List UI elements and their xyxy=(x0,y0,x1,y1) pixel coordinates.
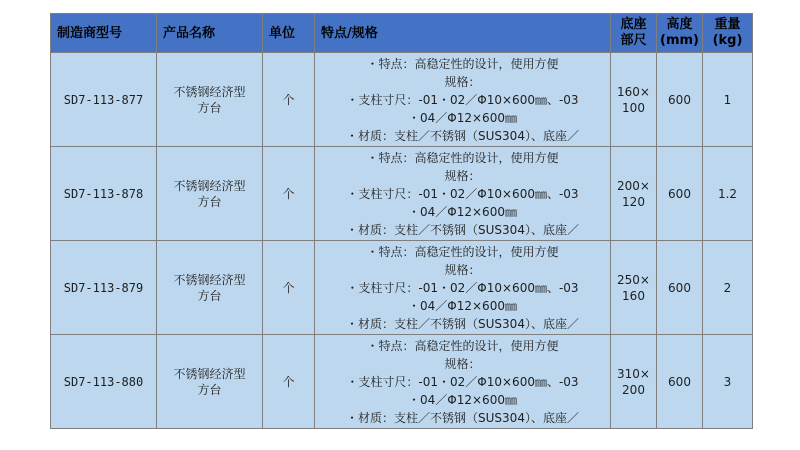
spec-line: ・支柱寸尺：-01・02／Φ10×600㎜、-03 xyxy=(346,374,579,389)
weight-cell: 3 xyxy=(703,335,753,429)
header-base xyxy=(611,14,657,53)
base-size-line2: 100 xyxy=(622,100,645,115)
spec-line: ・支柱寸尺：-01・02／Φ10×600㎜、-03 xyxy=(346,186,579,201)
product-name-line1: 不锈钢经济型 xyxy=(173,366,246,381)
unit-cell: 个 xyxy=(263,335,315,429)
unit-cell: 个 xyxy=(263,53,315,147)
spec-line: ・材质：支柱／不锈钢（SUS304）、底座／ xyxy=(346,316,579,331)
product-name-cell xyxy=(157,241,263,335)
spec-line: ・04／Φ12×600㎜ xyxy=(408,392,517,407)
spec-cell xyxy=(315,53,611,147)
base-size-line2: 200 xyxy=(622,382,645,397)
product-name-line2: 方台 xyxy=(197,382,222,397)
spec-line: ・04／Φ12×600㎜ xyxy=(408,298,517,313)
base-size-cell xyxy=(611,335,657,429)
spec-line: ・04／Φ12×600㎜ xyxy=(408,204,517,219)
base-size-line2: 120 xyxy=(622,194,645,209)
product-name-cell xyxy=(157,147,263,241)
table-row xyxy=(51,335,753,429)
height-cell: 600 xyxy=(657,241,703,335)
product-spec-table xyxy=(50,13,753,429)
header-model: 制造商型号 xyxy=(51,14,157,53)
header-height-line2: (mm) xyxy=(660,33,699,48)
spec-line: ・特点：高稳定性的设计，使用方便 xyxy=(366,244,559,259)
header-height-line1: 高度 xyxy=(666,17,693,32)
spec-line: 规格： xyxy=(444,356,481,371)
header-weight xyxy=(703,14,753,53)
base-size-line2: 160 xyxy=(622,288,645,303)
spec-line: ・材质：支柱／不锈钢（SUS304）、底座／ xyxy=(346,410,579,425)
spec-line: ・支柱寸尺：-01・02／Φ10×600㎜、-03 xyxy=(346,92,579,107)
product-name-cell xyxy=(157,53,263,147)
header-row xyxy=(51,14,753,53)
model-cell: SD7-113-880 xyxy=(51,335,157,429)
base-size-line1: 310× xyxy=(617,366,650,381)
height-cell: 600 xyxy=(657,53,703,147)
header-name: 产品名称 xyxy=(157,14,263,53)
spec-line: ・材质：支柱／不锈钢（SUS304）、底座／ xyxy=(346,222,579,237)
product-name-line2: 方台 xyxy=(197,100,222,115)
height-cell: 600 xyxy=(657,147,703,241)
unit-cell: 个 xyxy=(263,147,315,241)
product-name-line1: 不锈钢经济型 xyxy=(173,272,246,287)
spec-line: 规格： xyxy=(444,262,481,277)
header-height xyxy=(657,14,703,53)
model-cell: SD7-113-879 xyxy=(51,241,157,335)
unit-cell: 个 xyxy=(263,241,315,335)
table-row xyxy=(51,53,753,147)
spec-line: ・支柱寸尺：-01・02／Φ10×600㎜、-03 xyxy=(346,280,579,295)
base-size-cell xyxy=(611,53,657,147)
base-size-cell xyxy=(611,147,657,241)
header-weight-line2: (kg) xyxy=(712,33,743,48)
spec-line: ・04／Φ12×600㎜ xyxy=(408,110,517,125)
spec-line: 规格： xyxy=(444,168,481,183)
header-weight-line1: 重量 xyxy=(714,17,741,32)
height-cell: 600 xyxy=(657,335,703,429)
header-unit: 单位 xyxy=(263,14,315,53)
product-name-line1: 不锈钢经济型 xyxy=(173,178,246,193)
weight-cell: 1.2 xyxy=(703,147,753,241)
header-features: 特点/规格 xyxy=(315,14,611,53)
spec-cell xyxy=(315,241,611,335)
header-base-line1: 底座 xyxy=(620,17,647,32)
spec-line: 规格： xyxy=(444,74,481,89)
spec-cell xyxy=(315,335,611,429)
product-name-cell xyxy=(157,335,263,429)
weight-cell: 2 xyxy=(703,241,753,335)
spec-line: ・特点：高稳定性的设计，使用方便 xyxy=(366,338,559,353)
spec-line: ・材质：支柱／不锈钢（SUS304）、底座／ xyxy=(346,128,579,143)
weight-cell: 1 xyxy=(703,53,753,147)
product-name-line1: 不锈钢经济型 xyxy=(173,84,246,99)
spec-cell xyxy=(315,147,611,241)
table-row xyxy=(51,147,753,241)
base-size-line1: 250× xyxy=(617,272,650,287)
base-size-line1: 200× xyxy=(617,178,650,193)
table-row xyxy=(51,241,753,335)
product-name-line2: 方台 xyxy=(197,194,222,209)
product-name-line2: 方台 xyxy=(197,288,222,303)
spec-line: ・特点：高稳定性的设计，使用方便 xyxy=(366,56,559,71)
header-base-line2: 部尺 xyxy=(620,33,647,48)
model-cell: SD7-113-878 xyxy=(51,147,157,241)
spec-line: ・特点：高稳定性的设计，使用方便 xyxy=(366,150,559,165)
base-size-line1: 160× xyxy=(617,84,650,99)
base-size-cell xyxy=(611,241,657,335)
model-cell: SD7-113-877 xyxy=(51,53,157,147)
